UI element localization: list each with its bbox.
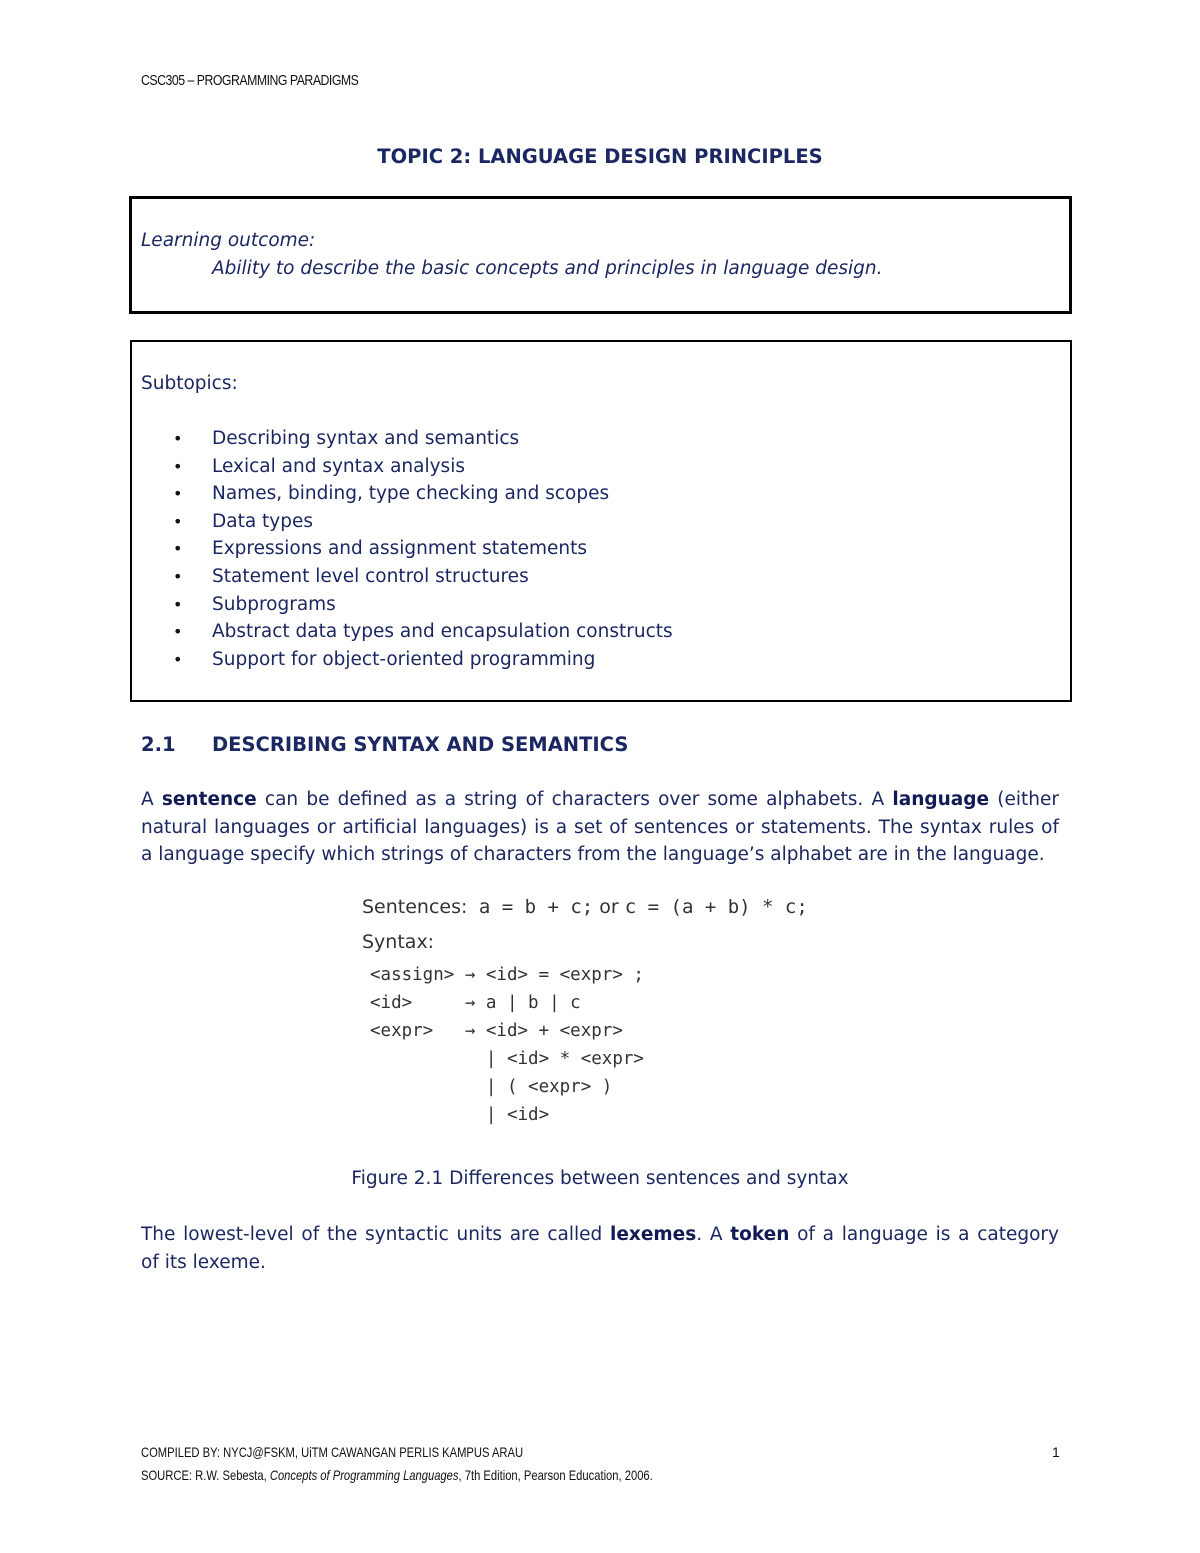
section-title: DESCRIBING SYNTAX AND SEMANTICS <box>212 733 629 756</box>
paragraph-line: of its lexeme. <box>141 1251 266 1273</box>
list-item: • Describing syntax and semantics <box>173 428 520 449</box>
grammar-rule: | ( <expr> ) <box>370 1077 613 1097</box>
figure-sentences-line: Sentences: a = b + c; or c = (a + b) * c; <box>362 896 808 918</box>
footer-source: SOURCE: R.W. Sebesta, Concepts of Programming Languages, 7th Edition, Pearson Education, 2006. <box>141 1467 653 1483</box>
bullet-icon: • <box>173 456 183 476</box>
bullet-icon: • <box>173 566 183 586</box>
paragraph-sentence-definition <box>141 786 1059 869</box>
figure-syntax-label: Syntax: <box>362 931 435 953</box>
bullet-icon: • <box>173 622 183 642</box>
list-item: • Names, binding, type checking and scopes <box>173 483 610 505</box>
paragraph-lexemes <box>141 1221 1059 1276</box>
subtopics-list <box>170 427 673 675</box>
subtopics-label: Subtopics: <box>141 373 238 394</box>
grammar-rule: | <id> <box>370 1105 550 1125</box>
term-sentence: sentence <box>161 789 257 810</box>
list-item: • Support for object-oriented programming <box>173 648 596 670</box>
page-number: 1 <box>1052 1444 1060 1460</box>
list-item: • Abstract data types and encapsulation constructs <box>173 621 673 643</box>
grammar-rule: | <id> * <expr> <box>370 1049 644 1069</box>
term-language: language <box>892 789 990 810</box>
grammar-rule: <expr> → <id> + <expr> <box>370 1021 623 1041</box>
paragraph-line: a language specify which strings of characters from the language’s alphabet are in the language. <box>141 844 1045 865</box>
paragraph-line: natural languages or artificial languages) is a set of sentences or statements. The syntax rules of <box>141 816 1059 838</box>
learning-outcome-label: Learning outcome: <box>141 230 316 251</box>
grammar-rule: <id> → a | b | c <box>370 993 581 1013</box>
list-item: • Data types <box>173 510 314 532</box>
learning-outcome-text: Ability to describe the basic concepts and principles in language design. <box>212 258 883 279</box>
footer-book-title: Concepts of Programming Languages <box>269 1467 459 1483</box>
figure-caption: Figure 2.1 Differences between sentences and syntax <box>351 1168 849 1189</box>
list-item: • Subprograms <box>173 593 336 615</box>
list-item: • Lexical and syntax analysis <box>173 455 465 477</box>
bullet-icon: • <box>173 594 183 614</box>
bullet-icon: • <box>173 484 183 504</box>
section-number: 2.1 <box>141 733 176 756</box>
paragraph-line: A sentence can be defined as a string of characters over some alphabets. A language (either <box>141 789 1059 810</box>
paragraph-line: The lowest-level of the syntactic units are called lexemes. A token of a language is a category <box>141 1224 1059 1245</box>
page-header: CSC305 – PROGRAMMING PARADIGMS <box>141 72 359 89</box>
bullet-icon: • <box>173 511 183 531</box>
figure-2-1 <box>362 896 882 1136</box>
term-token: token <box>730 1224 790 1245</box>
page-title: TOPIC 2: LANGUAGE DESIGN PRINCIPLES <box>377 145 823 168</box>
grammar-rule: <assign> → <id> = <expr> ; <box>370 965 644 985</box>
bullet-icon: • <box>173 649 183 669</box>
bullet-icon: • <box>173 539 183 559</box>
learning-outcome-box <box>129 196 1072 314</box>
list-item: • Statement level control structures <box>173 565 529 587</box>
list-item: • Expressions and assignment statements <box>173 538 587 560</box>
term-lexemes: lexemes <box>610 1224 697 1245</box>
bullet-icon: • <box>173 429 183 448</box>
footer-compiled-by: COMPILED BY: NYCJ@FSKM, UiTM CAWANGAN PERLIS KAMPUS ARAU <box>141 1444 524 1460</box>
